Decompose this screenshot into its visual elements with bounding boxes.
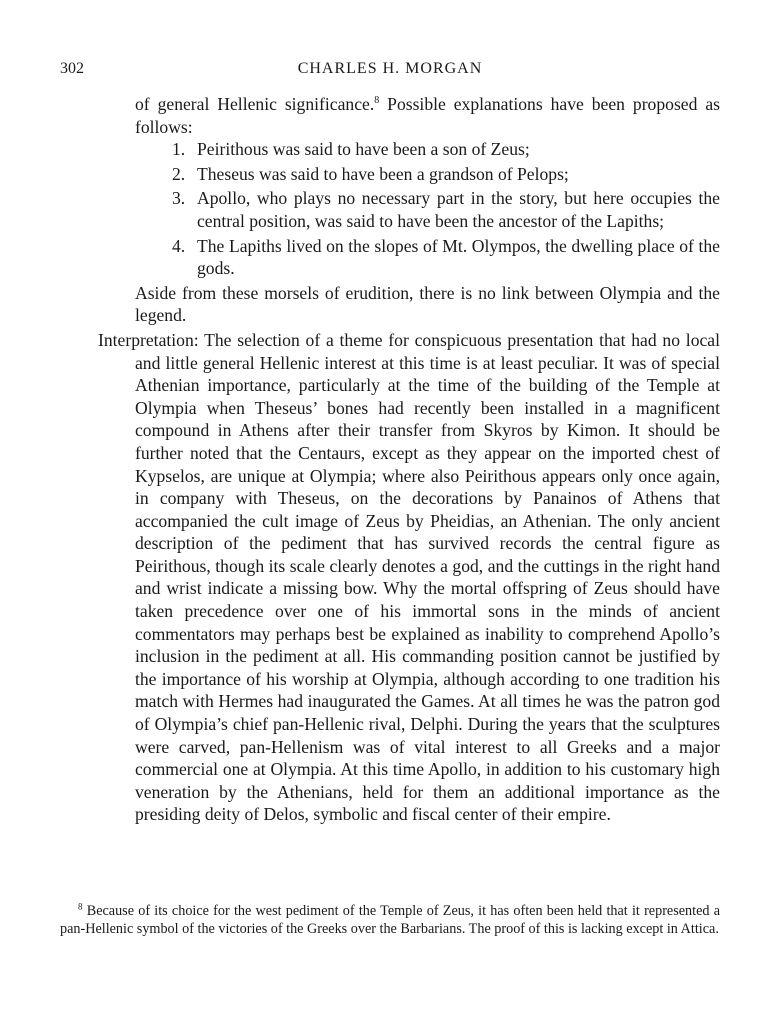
- list-item-number: 1.: [172, 139, 186, 160]
- list-item-text: Theseus was said to have been a grandson of Pelops;: [197, 163, 569, 184]
- intro-text-continued: Possible explanations have been proposed as follows:: [135, 94, 720, 137]
- list-item: [60, 235, 720, 280]
- page-number: 302: [60, 60, 84, 77]
- intro-paragraph: [60, 93, 720, 138]
- explanations-list: [60, 138, 720, 280]
- list-item: [60, 163, 720, 186]
- interpretation-paragraph: Interpretation: The selection of a theme for conspicuous presentation that had no local and little general Hellenic interest at this time is at least peculiar. It was of special Athenian importance, particularly at the time of the building of the Temple at Olympia when Theseus’ bones had recently been installed in a magnificent compound in Athens after their transfer from Skyros by Kimon. It should be further noted that the Centaurs, except as they appear on the imported chest of Kypselos, are unique at Olympia; where also Peirithous appears only once again, in company with Theseus, on the decorations by Panainos of Athens that accompanied the cult image of Zeus by Pheidias, an Athenian. The only ancient description of the pediment that has survived records the central figure as Peirithous, though its scale clearly denotes a god, and the cuttings in the right hand and wrist indicate a missing bow. Why the mortal offspring of Zeus should have taken precedence over one of his immortal sons in the minds of ancient commentators may perhaps best be explained as inability to comprehend Apollo’s inclusion in the pediment at all. His commanding position cannot be justified by the importance of his worship at Olympia, although according to one tradition his match with Hermes had inaugurated the Games. At all times he was the patron god of Olympia’s chief pan-Hellenic rival, Delphi. During the years that the sculptures were carved, pan-Hellenism was of vital interest to all Greeks and a major commercial one at Olympia. At this time Apollo, in addition to his customary high veneration by the Athenians, held for them an additional importance as the presiding deity of Delos, symbolic and fiscal center of their empire.: [98, 329, 720, 825]
- list-item: [60, 138, 720, 161]
- aside-paragraph: Aside from these morsels of erudition, there is no link between Olympia and the legend.: [135, 282, 720, 326]
- footnote: [60, 902, 720, 938]
- list-item-number: 4.: [172, 235, 186, 256]
- body-text: [60, 93, 720, 826]
- intro-text: of general Hellenic significance.: [135, 94, 375, 114]
- page-header: [60, 60, 720, 82]
- list-item-text: Apollo, who plays no necessary part in the story, but here occupies the central position, was said to have been the ancestor of the Lapiths;: [197, 188, 720, 231]
- list-item-number: 3.: [172, 188, 186, 209]
- footnote-reference[interactable]: 8: [374, 95, 380, 107]
- footnote-mark: 8: [78, 901, 83, 912]
- list-item-number: 2.: [172, 163, 186, 184]
- running-head: CHARLES H. MORGAN: [297, 60, 483, 77]
- list-item-text: Peirithous was said to have been a son of Zeus;: [197, 139, 530, 160]
- list-item-text: The Lapiths lived on the slopes of Mt. Olympos, the dwelling place of the gods.: [197, 235, 720, 279]
- list-item: [60, 187, 720, 232]
- footnote-text: Because of its choice for the west pediment of the Temple of Zeus, it has often been held that it represented a pan-Hellenic symbol of the victories of the Greeks over the Barbarians. The proof of this is lacking except in Attica.: [60, 903, 720, 937]
